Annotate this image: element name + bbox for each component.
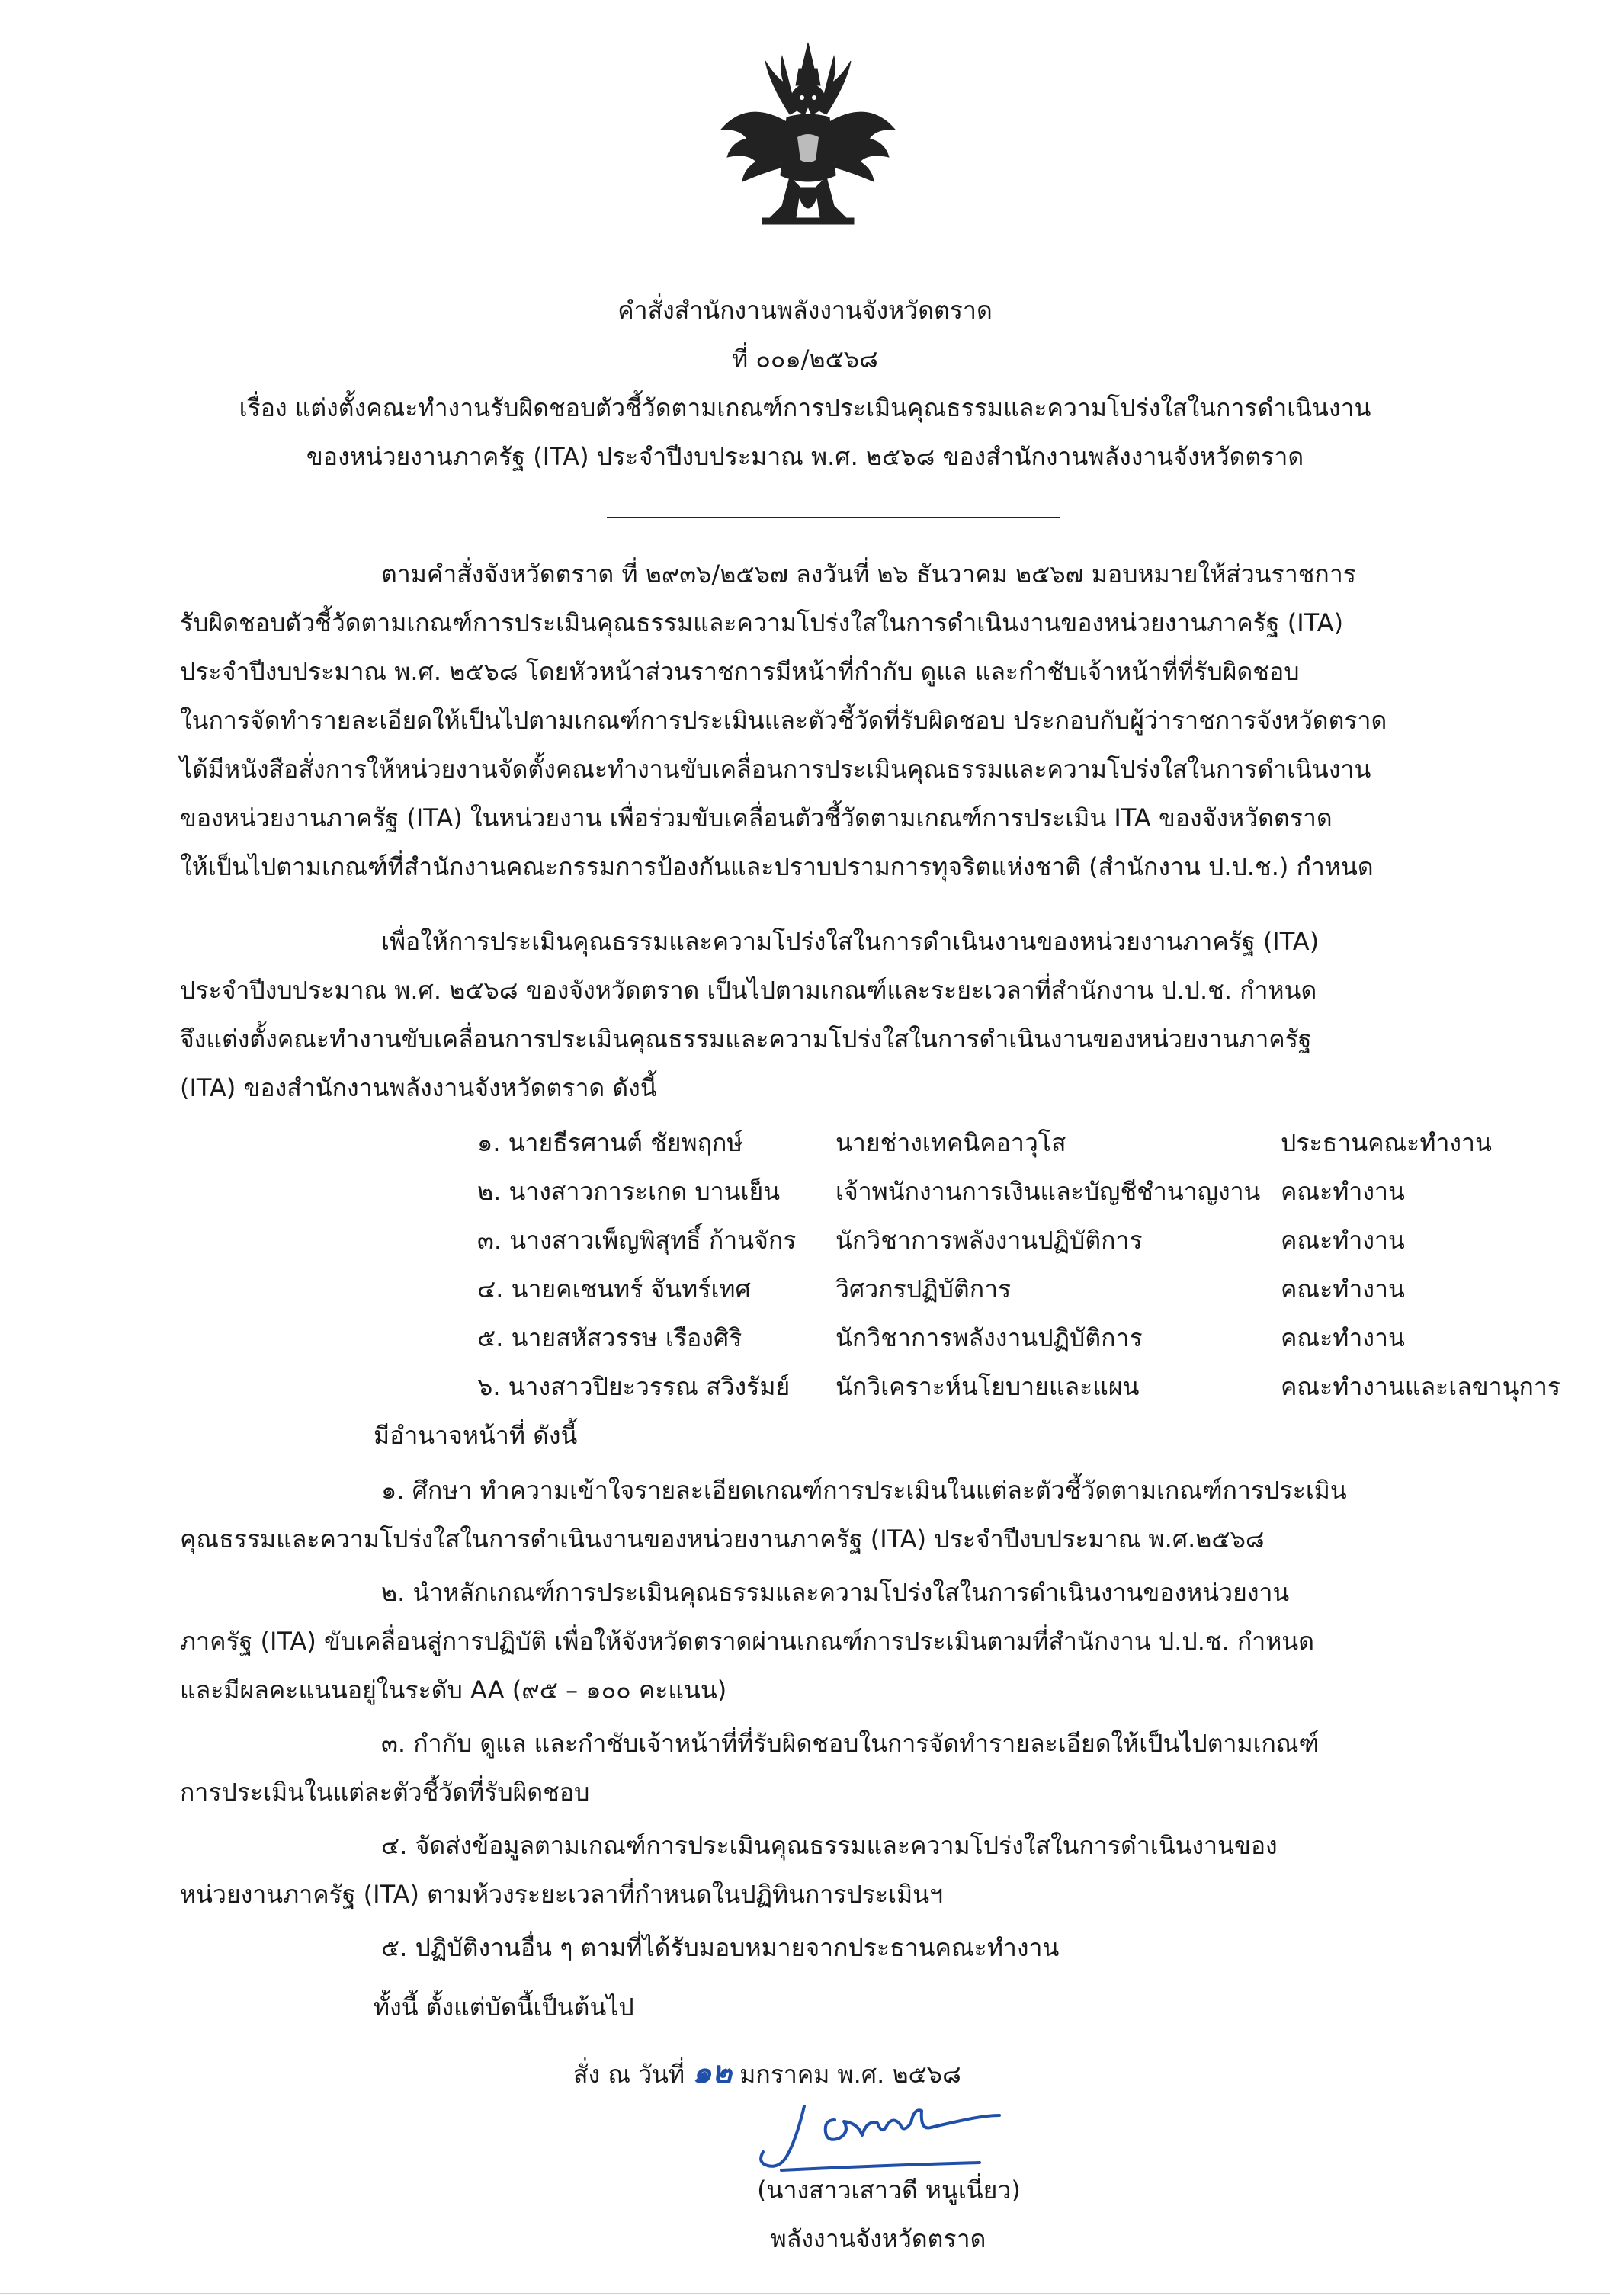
member-name: ๖. นางสาวปิยะวรรณ สวิงรัมย์ [477,1372,791,1401]
duty-line: ๒. นำหลักเกณฑ์การประเมินคุณธรรมและความโปร่งใสในการดำเนินงานของหน่วยงาน [381,1578,1290,1607]
member-role: คณะทำงานและเลขานุการ [1281,1372,1561,1401]
signer-title: พลังงานจังหวัดตราด [770,2224,986,2253]
member-name: ๒. นางสาวการะเกด บานเย็น [477,1177,781,1206]
order-date-rest: มกราคม พ.ศ. ๒๕๖๘ [739,2060,961,2089]
member-name: ๕. นายสหัสวรรษ เรืองศิริ [477,1323,742,1352]
member-name: ๑. นายธีรศานต์ ชัยพฤกษ์ [477,1128,743,1157]
paragraph-1-line: ได้มีหนังสือสั่งการให้หน่วยงานจัดตั้งคณะทำงานขับเคลื่อนการประเมินคุณธรรมและความโปร่งใสในการดำเนินงาน [180,755,1371,784]
duty-line: ๔. จัดส่งข้อมูลตามเกณฑ์การประเมินคุณธรรมและความโปร่งใสในการดำเนินงานของ [381,1831,1278,1860]
paragraph-2-line: ประจำปีงบประมาณ พ.ศ. ๒๕๖๘ ของจังหวัดตราด เป็นไปตามเกณฑ์และระยะเวลาที่สำนักงาน ป.ป.ช. กำหนด [180,976,1317,1005]
effective-statement: ทั้งนี้ ตั้งแต่บัดนี้เป็นต้นไป [374,1993,634,2022]
garuda-emblem-icon [717,38,900,236]
paragraph-1-line: ตามคำสั่งจังหวัดตราด ที่ ๒๙๓๖/๒๕๖๗ ลงวันที่ ๒๖ ธันวาคม ๒๕๖๗ มอบหมายให้ส่วนราชการ [381,560,1356,588]
subject-line-2: ของหน่วยงานภาครัฐ (ITA) ประจำปีงบประมาณ พ.ศ. ๒๕๖๘ ของสำนักงานพลังงานจังหวัดตราด [306,442,1304,471]
document-number: ที่ ๐๐๑/๒๕๖๘ [732,345,878,374]
signature-icon [751,2092,1010,2176]
member-role: ประธานคณะทำงาน [1281,1128,1492,1157]
member-position: นักวิชาการพลังงานปฏิบัติการ [835,1226,1143,1255]
member-name: ๔. นายคเชนทร์ จันทร์เทศ [477,1275,751,1304]
member-position: นักวิเคราะห์นโยบายและแผน [835,1372,1140,1401]
subject-line-1: เรื่อง แต่งตั้งคณะทำงานรับผิดชอบตัวชี้วัดตามเกณฑ์การประเมินคุณธรรมและความโปร่งใสในการดำเนินงาน [239,393,1371,422]
paragraph-1-line: ของหน่วยงานภาครัฐ (ITA) ในหน่วยงาน เพื่อร่วมขับเคลื่อนตัวชี้วัดตามเกณฑ์การประเมิน ITA ของจังหวัดตราด [180,803,1333,832]
duty-line: คุณธรรมและความโปร่งใสในการดำเนินงานของหน่วยงานภาครัฐ (ITA) ประจำปีงบประมาณ พ.ศ.๒๕๖๘ [180,1525,1265,1554]
paragraph-1-line: ในการจัดทำรายละเอียดให้เป็นไปตามเกณฑ์การประเมินและตัวชี้วัดที่รับผิดชอบ ประกอบกับผู้ว่าราชการจังหวัดตราด [180,706,1387,735]
member-position: วิศวกรปฏิบัติการ [835,1275,1012,1304]
duty-line: ๕. ปฏิบัติงานอื่น ๆ ตามที่ได้รับมอบหมายจากประธานคณะทำงาน [381,1933,1060,1962]
member-position: นายช่างเทคนิคอาวุโส [835,1128,1066,1157]
order-date-day-handwritten: ๑๒ [692,2054,733,2090]
member-role: คณะทำงาน [1281,1226,1405,1255]
member-role: คณะทำงาน [1281,1177,1405,1206]
paragraph-2-line: (ITA) ของสำนักงานพลังงานจังหวัดตราด ดังนี้ [180,1073,657,1102]
member-role: คณะทำงาน [1281,1275,1405,1304]
paragraph-2-line: เพื่อให้การประเมินคุณธรรมและความโปร่งใสในการดำเนินงานของหน่วยงานภาครัฐ (ITA) [381,927,1320,956]
order-date-prefix: สั่ง ณ วันที่ [573,2060,685,2089]
duty-line: ภาครัฐ (ITA) ขับเคลื่อนสู่การปฏิบัติ เพื่อให้จังหวัดตราดผ่านเกณฑ์การประเมินตามที่สำนักงาน ป.ป.ช. กำหนด [180,1627,1315,1656]
order-date [573,2047,961,2096]
paragraph-1-line: รับผิดชอบตัวชี้วัดตามเกณฑ์การประเมินคุณธรรมและความโปร่งใสในการดำเนินงานของหน่วยงานภาครัฐ (ITA) [180,608,1344,637]
paragraph-2-line: จึงแต่งตั้งคณะทำงานขับเคลื่อนการประเมินคุณธรรมและความโปร่งใสในการดำเนินงานของหน่วยงานภาครัฐ [180,1025,1312,1053]
member-position: เจ้าพนักงานการเงินและบัญชีชำนาญงาน [835,1177,1261,1206]
duty-line: และมีผลคะแนนอยู่ในระดับ AA (๙๕ – ๑๐๐ คะแนน) [180,1676,727,1704]
duty-line: การประเมินในแต่ละตัวชี้วัดที่รับผิดชอบ [180,1778,590,1807]
paragraph-1-line: ให้เป็นไปตามเกณฑ์ที่สำนักงานคณะกรรมการป้องกันและปราบปรามการทุจริตแห่งชาติ (สำนักงาน ป.ป.ช.) กำหนด [180,852,1374,881]
member-name: ๓. นางสาวเพ็ญพิสุทธิ์ ก้านจักร [477,1226,797,1255]
document-title: คำสั่งสำนักงานพลังงานจังหวัดตราด [617,296,993,325]
duties-heading: มีอำนาจหน้าที่ ดังนี้ [374,1421,578,1450]
duty-line: ๓. กำกับ ดูแล และกำชับเจ้าหน้าที่ที่รับผิดชอบในการจัดทำรายละเอียดให้เป็นไปตามเกณฑ์ [381,1729,1320,1758]
member-position: นักวิชาการพลังงานปฏิบัติการ [835,1323,1143,1352]
page-edge-line [0,2293,1610,2294]
duty-line: ๑. ศึกษา ทำความเข้าใจรายละเอียดเกณฑ์การประเมินในแต่ละตัวชี้วัดตามเกณฑ์การประเมิน [381,1476,1347,1505]
header-divider [607,517,1060,518]
paragraph-1-line: ประจำปีงบประมาณ พ.ศ. ๒๕๖๘ โดยหัวหน้าส่วนราชการมีหน้าที่กำกับ ดูแล และกำชับเจ้าหน้าที่ที่รับผิดชอบ [180,657,1300,686]
member-role: คณะทำงาน [1281,1323,1405,1352]
duty-line: หน่วยงานภาครัฐ (ITA) ตามห้วงระยะเวลาที่กำหนดในปฏิทินการประเมินฯ [180,1880,944,1909]
signer-name: (นางสาวเสาวดี หนูเนี่ยว) [757,2176,1021,2205]
